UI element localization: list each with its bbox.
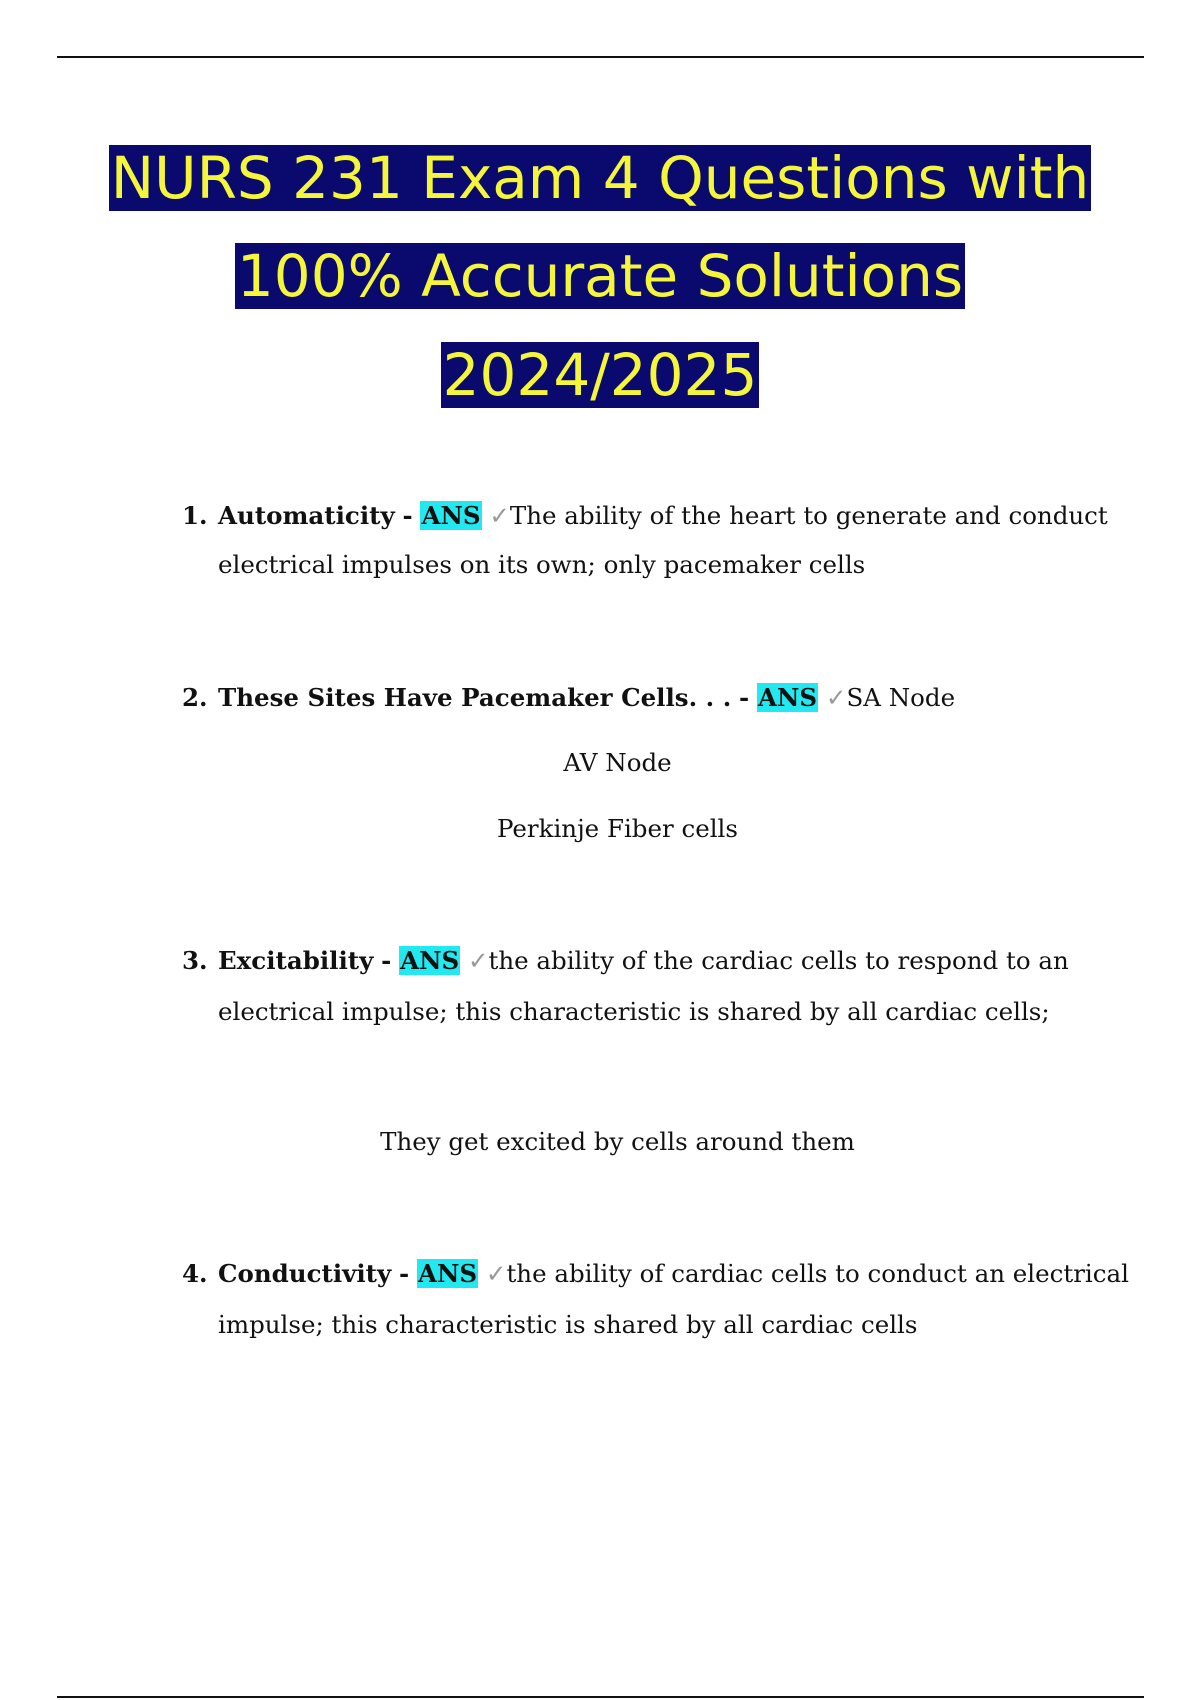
answer-text: the ability of cardiac cells to conduct an electrical	[506, 1259, 1129, 1288]
title-line-3: 2024/2025	[442, 341, 758, 409]
ans-label: ANS	[418, 1259, 478, 1288]
question-term: Excitability	[218, 946, 374, 975]
check-icon: ✓	[485, 1259, 507, 1288]
check-icon: ✓	[825, 683, 847, 712]
ans-label: ANS	[400, 946, 460, 975]
check-icon: ✓	[489, 501, 510, 530]
title-line-2: 100% Accurate Solutions	[236, 242, 964, 310]
question-term: Conductivity	[218, 1259, 392, 1288]
ans-label: ANS	[421, 501, 481, 530]
answer-continuation: electrical impulses on its own; only pacemaker cells	[218, 550, 866, 579]
answer-continuation: electrical impulse; this characteristic is shared by all cardiac cells;	[218, 997, 1050, 1026]
question-term: These Sites Have Pacemaker Cells. . .	[218, 683, 732, 712]
answer-extra-line: They get excited by cells around them	[380, 1127, 855, 1156]
answer-extra-line: Perkinje Fiber cells	[497, 814, 738, 843]
question-number: 2.	[182, 683, 208, 712]
check-icon: ✓	[467, 946, 489, 975]
title-line-1: NURS 231 Exam 4 Questions with	[110, 144, 1090, 212]
question-number: 3.	[182, 946, 208, 975]
answer-text: The ability of the heart to generate and conduct	[509, 501, 1108, 530]
answer-text: SA Node	[846, 683, 956, 712]
answer-continuation: impulse; this characteristic is shared by all cardiac cells	[218, 1310, 918, 1339]
answer-extra-line: AV Node	[563, 748, 672, 777]
top-rule	[57, 56, 1144, 58]
question-number: 4.	[182, 1259, 208, 1288]
bottom-rule	[57, 1696, 1144, 1698]
ans-label: ANS	[758, 683, 818, 712]
question-number: 1.	[182, 501, 208, 530]
answer-text: the ability of the cardiac cells to respond to an	[488, 946, 1069, 975]
question-term: Automaticity	[218, 501, 395, 530]
